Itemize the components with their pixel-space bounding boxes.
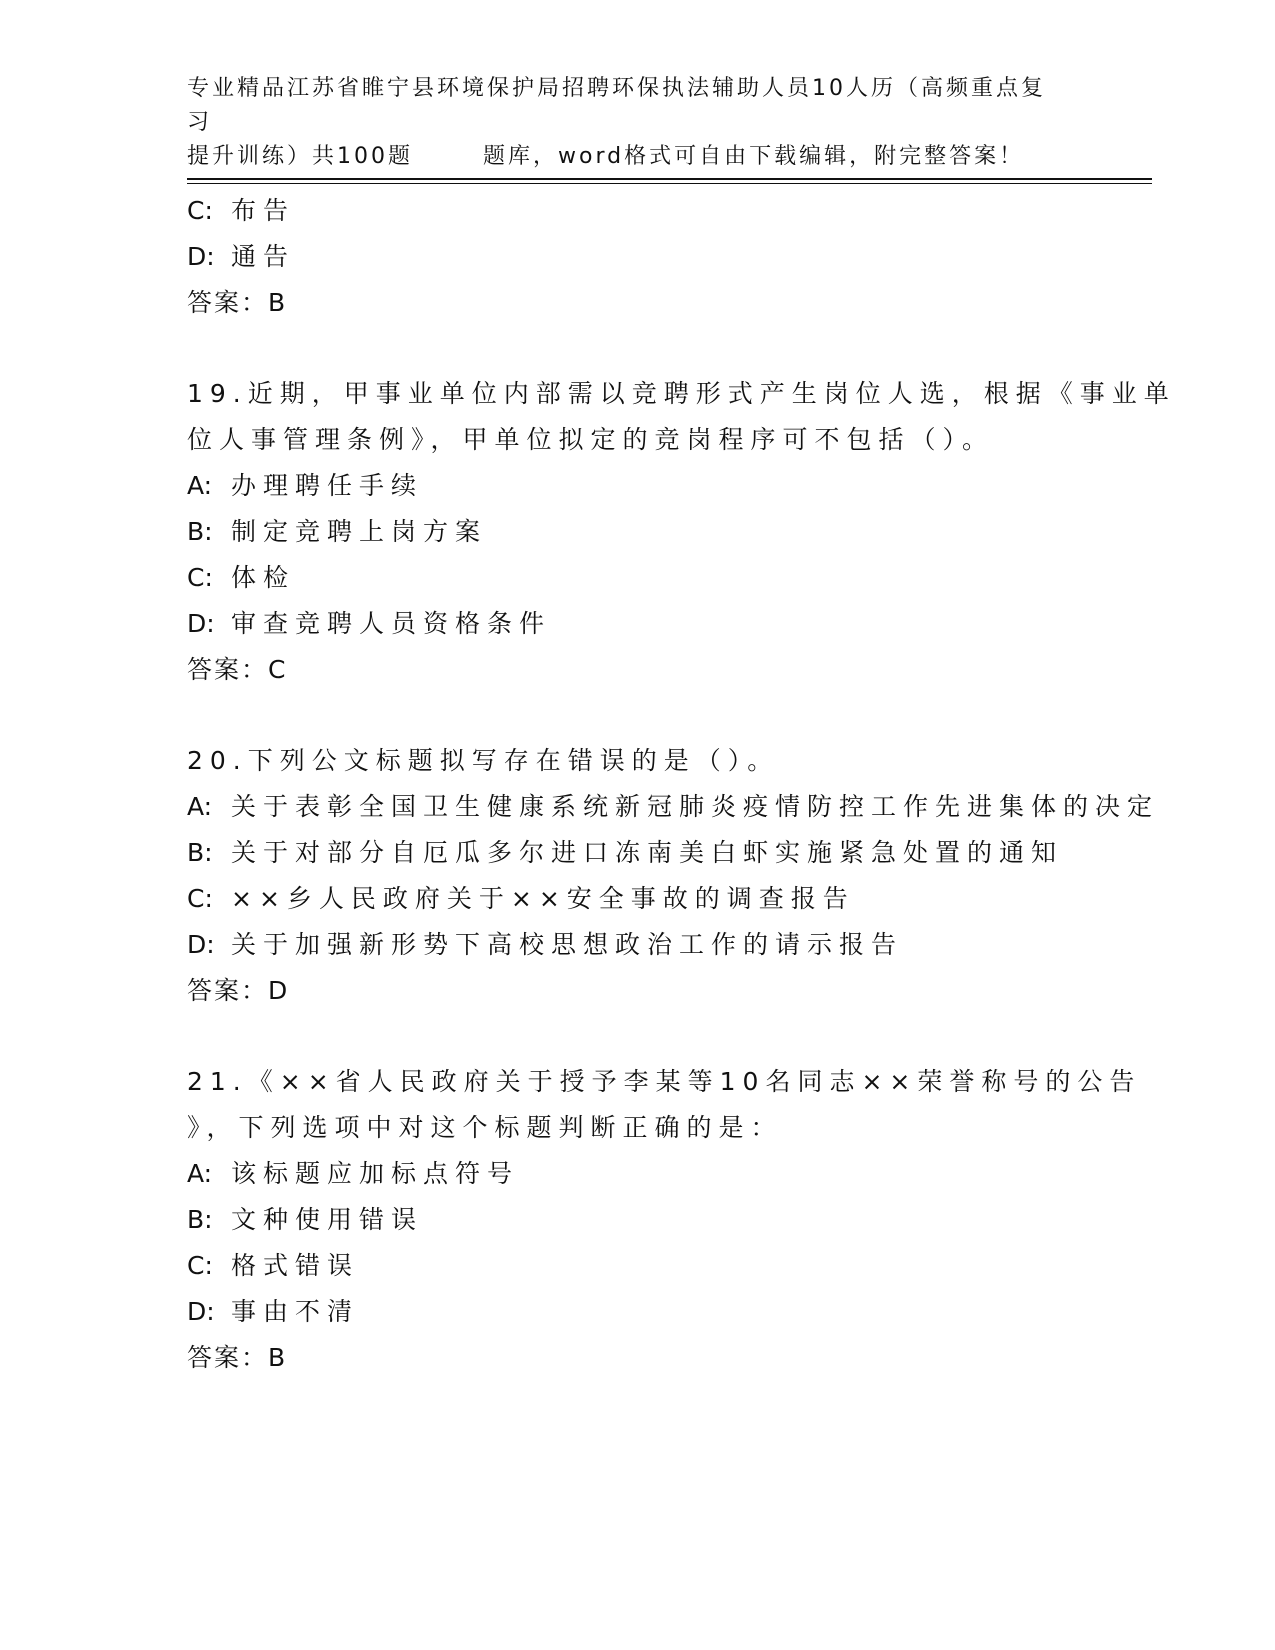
header-divider-thick: [187, 178, 1152, 180]
option-c: [187, 188, 1107, 234]
option-label: A:: [187, 471, 213, 500]
question-stem-line: 19.近期，甲事业单位内部需以竞聘形式产生岗位人选，根据《事业单: [187, 379, 1176, 408]
option-text: ××乡人民政府关于××安全事故的调查报告: [231, 884, 855, 913]
option-c: [187, 876, 1107, 922]
option-text: 体检: [231, 563, 296, 592]
option-label: C:: [187, 563, 213, 592]
option-label: D:: [187, 609, 215, 638]
header-line-2: [187, 140, 1067, 174]
answer-line: 答案：C: [187, 655, 288, 684]
option-text: 格式错误: [231, 1251, 360, 1280]
answer-line: 答案：B: [187, 288, 288, 317]
option-label: C:: [187, 884, 213, 913]
question-stem-line: 21.《××省人民政府关于授予李某等10名同志××荣誉称号的公告: [187, 1067, 1142, 1096]
option-label: D:: [187, 242, 215, 271]
option-b: [187, 1197, 1107, 1243]
option-d: [187, 234, 1107, 280]
option-d: [187, 1289, 1107, 1335]
question-stem-line: 20.下列公文标题拟写存在错误的是（）。: [187, 746, 780, 775]
option-text: 制定竞聘上岗方案: [231, 517, 488, 546]
option-label: A:: [187, 792, 213, 821]
option-text: 事由不清: [231, 1297, 360, 1326]
answer-line: 答案：D: [187, 976, 290, 1005]
option-label: C:: [187, 1251, 213, 1280]
page-header: [187, 72, 1067, 174]
option-label: B:: [187, 517, 213, 546]
option-text: 关于对部分自厄瓜多尔进口冻南美白虾实施紧急处置的通知: [231, 838, 1064, 867]
option-b: [187, 509, 1107, 555]
option-label: A:: [187, 1159, 213, 1188]
question-stem-line: 》，下列选项中对这个标题判断正确的是：: [187, 1113, 783, 1142]
option-a: [187, 1151, 1107, 1197]
option-text: 通告: [231, 242, 296, 271]
option-text: 审查竞聘人员资格条件: [231, 609, 552, 638]
option-label: B:: [187, 1205, 213, 1234]
option-text: 关于表彰全国卫生健康系统新冠肺炎疫情防控工作先进集体的决定: [231, 792, 1160, 821]
prev-question-block: [187, 188, 1107, 326]
option-d: [187, 922, 1107, 968]
option-label: D:: [187, 1297, 215, 1326]
option-b: [187, 830, 1107, 876]
option-text: 关于加强新形势下高校思想政治工作的请示报告: [231, 930, 904, 959]
header-line-2-part-b: 题库，word格式可自由下载编辑，附完整答案！: [483, 144, 1025, 169]
option-text: 文种使用错误: [231, 1205, 424, 1234]
question-content: [187, 188, 1176, 1381]
question-19: [187, 371, 1176, 693]
question-stem-line: 位人事管理条例》，甲单位拟定的竞岗程序可不包括（）。: [187, 425, 995, 454]
option-c: [187, 555, 1107, 601]
option-text: 办理聘任手续: [231, 471, 424, 500]
question-20: [187, 738, 1160, 1014]
header-line-1: 专业精品江苏省睢宁县环境保护局招聘环保执法辅助人员10人历（高频重点复习: [187, 76, 1046, 135]
option-label: B:: [187, 838, 213, 867]
option-label: C:: [187, 196, 213, 225]
option-label: D:: [187, 930, 215, 959]
header-line-2-part-a: 提升训练）共100题: [187, 144, 413, 169]
option-c: [187, 1243, 1107, 1289]
header-divider-thin: [187, 183, 1152, 184]
answer-line: 答案：B: [187, 1343, 288, 1372]
option-a: [187, 784, 1160, 830]
option-text: 布告: [231, 196, 296, 225]
option-d: [187, 601, 1107, 647]
option-a: [187, 463, 1107, 509]
question-21: [187, 1059, 1142, 1381]
option-text: 该标题应加标点符号: [231, 1159, 520, 1188]
